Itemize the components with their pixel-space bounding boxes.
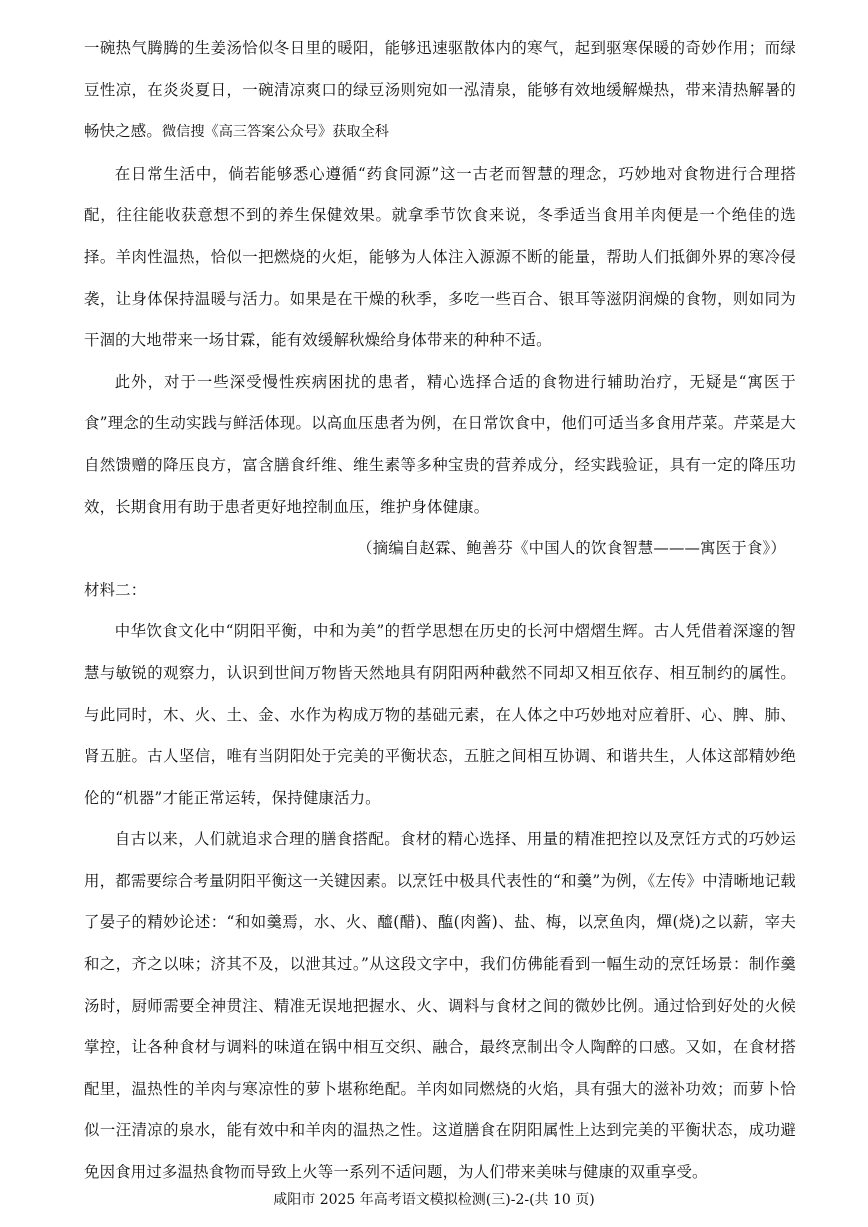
paragraph-chronic-disease: 此外，对于一些深受慢性疾病困扰的患者，精心选择合适的食物进行辅助治疗，无疑是“寓医于食”理念的生动实践与鲜活体现。以高血压患者为例，在日常饮食中，他们可适当多食用芹菜。芹菜是大自然馈赠的降压良方，富含膳食纤维、维生素等多种宝贵的营养成分，经实践验证，具有一定的降压功效，长期食用有助于患者更好地控制血压，维护身体健康。 — [84, 372, 796, 516]
paragraph-yin-yang: 中华饮食文化中“阴阳平衡，中和为美”的哲学思想在历史的长河中熠熠生辉。古人凭借着深邃的智慧与敏锐的观察力，认识到世间万物皆天然地具有阴阳两种截然不同却又相互依存、相互制约的属性。与此同时，木、火、土、金、水作为构成万物的基础元素，在人体之中巧妙地对应着肝、心、脾、肺、肾五脏。古人坚信，唯有当阴阳处于完美的平衡状态，五脏之间相互协调、和谐共生，人体这部精妙绝伦的“机器”才能正常运转，保持健康活力。 — [84, 622, 796, 807]
watermark-note: 微信搜《高三答案公众号》获取全科 — [161, 124, 389, 141]
paragraph-text: 一碗热气腾腾的生姜汤恰似冬日里的暖阳，能够迅速驱散体内的寒气，起到驱寒保暖的奇妙作用；而绿豆性凉，在炎炎夏日，一碗清凉爽口的绿豆汤则宛如一泓清泉，能够有效地缓解燥热，带来清热解暑的畅快之感。 — [84, 39, 796, 141]
paragraph-food-medicine: 在日常生活中，倘若能够悉心遵循“药食同源”这一古老而智慧的理念，巧妙地对食物进行合理搭配，往往能收获意想不到的养生保健效果。就拿季节饮食来说，冬季适当食用羊肉便是一个绝佳的选择。羊肉性温热，恰似一把燃烧的火炬，能够为人体注入源源不断的能量，帮助人们抵御外界的寒冷侵袭，让身体保持温暖与活力。如果是在干燥的秋季，多吃一些百合、银耳等滋阴润燥的食物，则如同为干涸的大地带来一场甘霖，能有效缓解秋燥给身体带来的种种不适。 — [84, 164, 796, 350]
section-heading-material-two: 材料二： — [84, 580, 147, 599]
article-body — [84, 28, 796, 1194]
page-footer: 咸阳市 2025 年高考语文模拟检测(三)-2-(共 10 页) — [273, 1192, 595, 1208]
paragraph-diet-balance: 自古以来，人们就追求合理的膳食搭配。食材的精心选择、用量的精准把控以及烹饪方式的巧妙运用，都需要综合考量阴阳平衡这一关键因素。以烹饪中极具代表性的“和羹”为例，《左传》中清晰地记载了晏子的精妙论述：“和如羹焉，水、火、醯(醋)、醢(肉酱)、盐、梅，以烹鱼肉，燀(烧)之以薪，宰夫和之，齐之以味；济其不及，以泄其过。”从这段文字中，我们仿佛能看到一幅生动的烹饪场景：制作羹汤时，厨师需要全神贯注、精准无误地把握水、火、调料与食材之间的微妙比例。通过恰到好处的火候掌控，让各种食材与调料的味道在锅中相互交织、融合，最终烹制出令人陶醉的口感。又如，在食材搭配里，温热性的羊肉与寒凉性的萝卜堪称绝配。羊肉如同燃烧的火焰，具有强大的滋补功效；而萝卜恰似一汪清凉的泉水，能有效中和羊肉的温热之性。这道膳食在阴阳属性上达到完美的平衡状态，成功避免因食用过多温热食物而导致上火等一系列不适问题，为人们带来美味与健康的双重享受。 — [84, 830, 796, 1182]
paragraph-ginger-mungbean — [84, 28, 796, 154]
source-citation: （摘编自赵霖、鲍善芬《中国人的饮食智慧———寓医于食》） — [357, 539, 786, 558]
